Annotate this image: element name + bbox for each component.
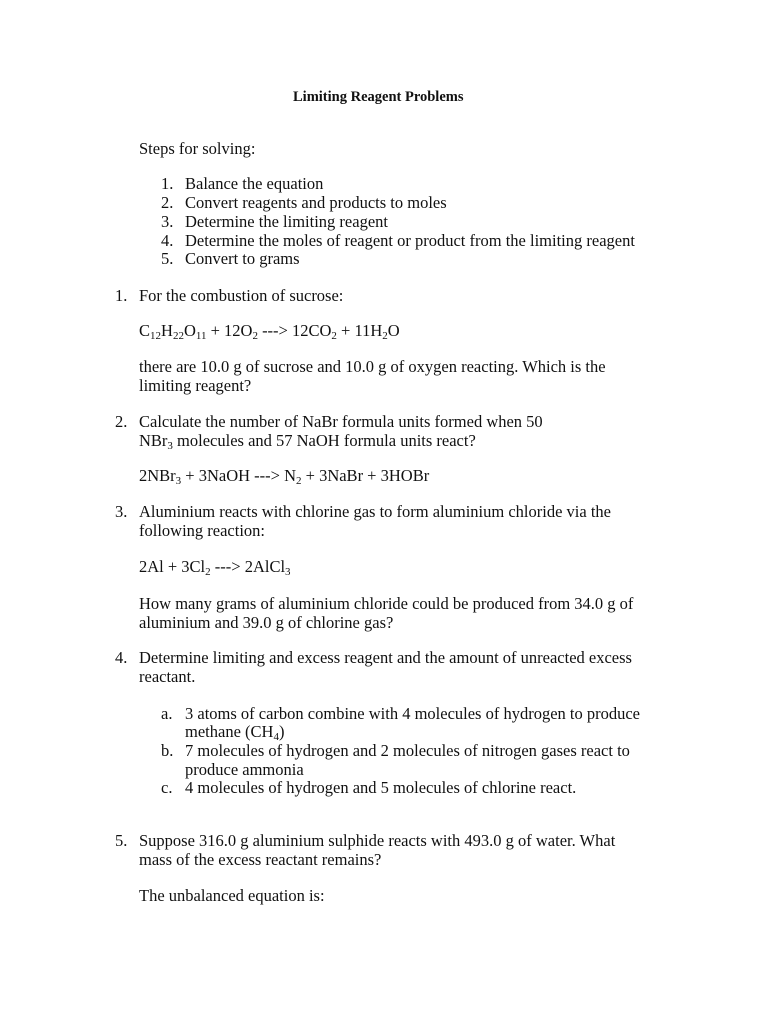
step-4-number: 4.	[161, 231, 174, 250]
q5-line2: mass of the excess reactant remains?	[139, 850, 382, 869]
q5-text: The unbalanced equation is:	[139, 886, 325, 905]
q3-line1: Aluminium reacts with chlorine gas to form aluminium chloride via the	[139, 502, 611, 521]
q4-part-c-line1: 4 molecules of hydrogen and 5 molecules of chlorine react.	[185, 778, 577, 797]
q4-line1: Determine limiting and excess reagent and the amount of unreacted excess	[139, 648, 632, 667]
q4-part-b-line2: produce ammonia	[185, 760, 304, 779]
q5-number: 5.	[115, 831, 128, 850]
q4-part-a-letter: a.	[161, 704, 173, 723]
q3-equation: $2Al + 3Cl_2$ ---> 2AlCl$_3$	[139, 557, 291, 578]
q3-number: 3.	[115, 502, 128, 521]
step-4-text: Determine the moles of reagent or product from the limiting reagent	[185, 231, 635, 250]
q3-text-line1: How many grams of aluminium chloride could be produced from 34.0 g of	[139, 594, 634, 613]
q2-line2: NBr$_3$ molecules and 57 NaOH formula units react?	[139, 431, 476, 452]
q4-line2: reactant.	[139, 667, 196, 686]
step-1-text: Balance the equation	[185, 174, 324, 193]
q3-line2: following reaction:	[139, 521, 266, 540]
steps-heading: Steps for solving:	[139, 139, 256, 158]
q1-number: 1.	[115, 286, 128, 305]
step-5-text: Convert to grams	[185, 249, 300, 268]
step-1-number: 1.	[161, 174, 174, 193]
q5-line1: Suppose 316.0 g aluminium sulphide reacts with 493.0 g of water. What	[139, 831, 616, 850]
q2-line1: Calculate the number of NaBr formula units formed when 50	[139, 412, 543, 431]
q4-part-a-line1: 3 atoms of carbon combine with 4 molecules of hydrogen to produce	[185, 704, 641, 723]
step-2-number: 2.	[161, 193, 174, 212]
page-title: Limiting Reagent Problems	[293, 89, 464, 105]
q4-part-b-letter: b.	[161, 741, 174, 760]
step-5-number: 5.	[161, 249, 174, 268]
q1-prompt: For the combustion of sucrose:	[139, 286, 344, 305]
q1-text-line2: limiting reagent?	[139, 376, 252, 395]
q3-text-line2: aluminium and 39.0 g of chlorine gas?	[139, 613, 394, 632]
q1-text-line1: there are 10.0 g of sucrose and 10.0 g of oxygen reacting. Which is the	[139, 357, 606, 376]
q2-number: 2.	[115, 412, 128, 431]
q1-equation: $C_{12}H_{22}O_{11} + 12O_2$ ---> $12CO_2 + 11H_2O$	[139, 321, 400, 342]
step-3-number: 3.	[161, 212, 174, 231]
step-2-text: Convert reagents and products to moles	[185, 193, 447, 212]
q4-number: 4.	[115, 648, 128, 667]
q4-part-b-line1: 7 molecules of hydrogen and 2 molecules of nitrogen gases react to	[185, 741, 630, 760]
q4-part-a-line2: methane $(CH_4)$	[185, 722, 285, 743]
step-3-text: Determine the limiting reagent	[185, 212, 388, 231]
q2-equation: 2NBr$_3$ + 3NaOH ---> $N_2$ + 3NaBr + 3HOBr	[139, 466, 430, 487]
q4-part-c-letter: c.	[161, 778, 173, 797]
